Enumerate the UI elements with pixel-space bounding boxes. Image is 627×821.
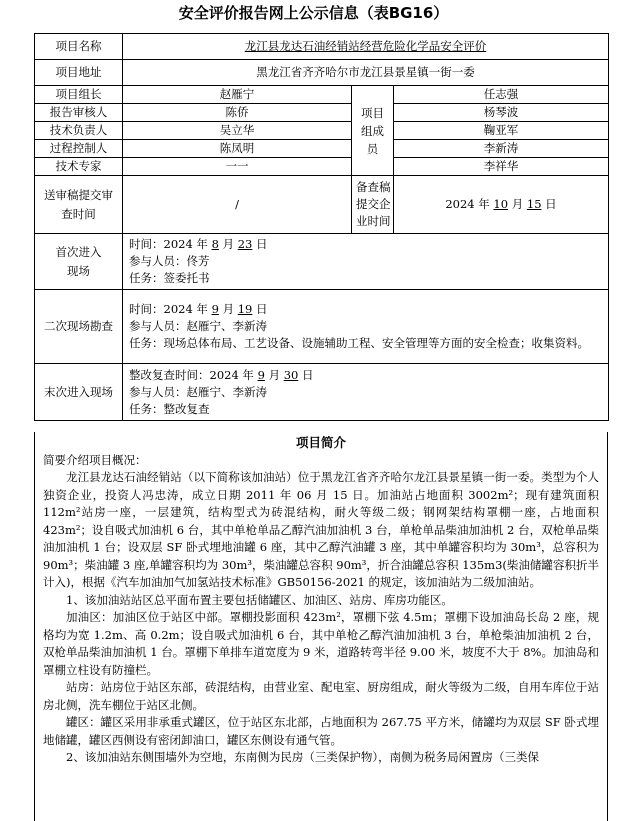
first-site-time: 时间：2024 年 8 月 23 日 [129,237,268,251]
member-1: 任志强 [394,86,609,104]
submit-value: / [123,176,352,234]
project-name-value: 龙江县龙达石油经销站经营危险化学品安全评价 [244,39,487,53]
second-site-label: 二次现场勘查 [35,290,123,364]
brief-paragraph: 加油区：加油区位于站区中部。罩棚投影面积 423m²，罩棚下弦 4.5m；罩棚下设加油岛长岛 2 座，规格均为宽 1.2m、高 0.2m；设自吸式加油机 6 台，其中单枪乙醇汽油加油机 3 台，单枪柴油加油机 2 台，双枪单品柴油加油机 1 台。罩棚下单排车道宽度为 9 米，道路转弯半径 9.00 米，坡度不大于 8%。加油岛和罩棚立柱设有防撞栏。 [43,610,599,677]
process-label: 过程控制人 [35,140,123,158]
reviewer-value: 陈侨 [123,104,352,122]
filing-label: 备查稿提交企业时间 [352,176,394,234]
first-site-label: 首次进入现场 [35,234,123,290]
second-site-task: 任务：现场总体布局、工艺设备、设施辅助工程、安全管理等方面的安全检查；收集资料。 [129,336,589,350]
last-site-info [123,364,609,421]
info-table [34,33,609,421]
filing-date: 2024 年 10 月 15 日 [394,176,609,234]
tech-label: 技术负责人 [35,122,123,140]
brief-paragraph: 龙江县龙达石油经销站（以下简称该加油站）位于黑龙江省齐齐哈尔龙江县景星镇一街一委。类型为个人独资企业，投资人冯忠涛，成立日期 2011 年 06 月 15 日。加油站占地面积 3002m²；现有建筑面积 112m²站房一座，一层建筑，结构型式为砖混结构，耐火等级二级；钢网架结构罩棚一座，占地面积 423m²；设自吸式加油机 6 台，其中单枪单品乙醇汽油加油机 3 台，单枪单品柴油加油机 2 台，双枪单品柴油加油机 1 台；设双层 SF 卧式埋地油罐 6 座，其中乙醇汽油罐 3 座，其中单罐容积均为 30m³，总容积为 90m³；柴油罐 3 座,单罐容积均为 30m³，柴油罐总容积 90m³，折合油罐总容积 135m3(柴油储罐容积折半计入)，根据《汽车加油加气加氢站技术标准》GB50156-2021 的规定，该加油站为二级加油站。 [43,470,599,589]
reviewer-label: 报告审核人 [35,104,123,122]
first-site-task: 任务：签委托书 [129,271,210,285]
second-site-time: 时间：2024 年 9 月 19 日 [129,302,268,316]
page-title: 安全评价报告网上公示信息（表BG16） [178,4,449,22]
first-site-info [123,234,609,290]
expert-label: 技术专家 [35,158,123,176]
brief-paragraph: 站房：站房位于站区东部，砖混结构，由营业室、配电室、厨房组成，耐火等级为二级，自用车库位于站房北侧，洗车棚位于站区北侧。 [43,680,599,712]
expert-value: 一一 [123,158,352,176]
member-5: 李祥华 [394,158,609,176]
member-4: 李新涛 [394,140,609,158]
tech-value: 吴立华 [123,122,352,140]
process-value: 陈凤明 [123,140,352,158]
last-site-time: 整改复查时间：2024 年 9 月 30 日 [129,367,314,382]
last-site-people: 参与人员：赵雁宁、李新涛 [129,384,267,399]
brief-heading: 项目简介 [295,435,346,450]
second-site-people: 参与人员：赵雁宁、李新涛 [129,319,267,333]
brief-paragraph: 1、该加油站站区总平面布置主要包括储罐区、加油区、站房、库房功能区。 [66,592,453,607]
member-3: 鞠亚军 [394,122,609,140]
address-label: 项目地址 [35,60,123,86]
project-name-label: 项目名称 [35,34,123,60]
submit-label: 送审稿提交审查时间 [35,176,123,234]
last-site-label: 末次进入现场 [35,364,123,421]
leader-label: 项目组长 [35,86,123,104]
member-2: 杨琴波 [394,104,609,122]
brief-paragraph: 2、该加油站东侧围墙外为空地，东南侧为民房（三类保护物），南侧为税务局闲置房（三类保 [66,750,540,764]
second-site-info [123,290,609,364]
brief-paragraph: 罐区：罐区采用非承重式罐区，位于站区东北部，占地面积为 267.75 平方米，储罐均为双层 SF 卧式埋地储罐，罐区西侧设有密闭卸油口，罐区东侧设有通气管。 [43,715,599,747]
brief-subheading: 简要介绍项目概况： [43,452,147,467]
first-site-people: 参与人员：佟芳 [129,254,210,268]
leader-value: 赵雁宁 [123,86,352,104]
address-value: 黑龙江省齐齐哈尔市龙江县景星镇一街一委 [123,60,609,86]
last-site-task: 任务：整改复查 [129,401,210,416]
project-brief [34,432,608,821]
members-label: 项目组成员 [352,86,394,176]
